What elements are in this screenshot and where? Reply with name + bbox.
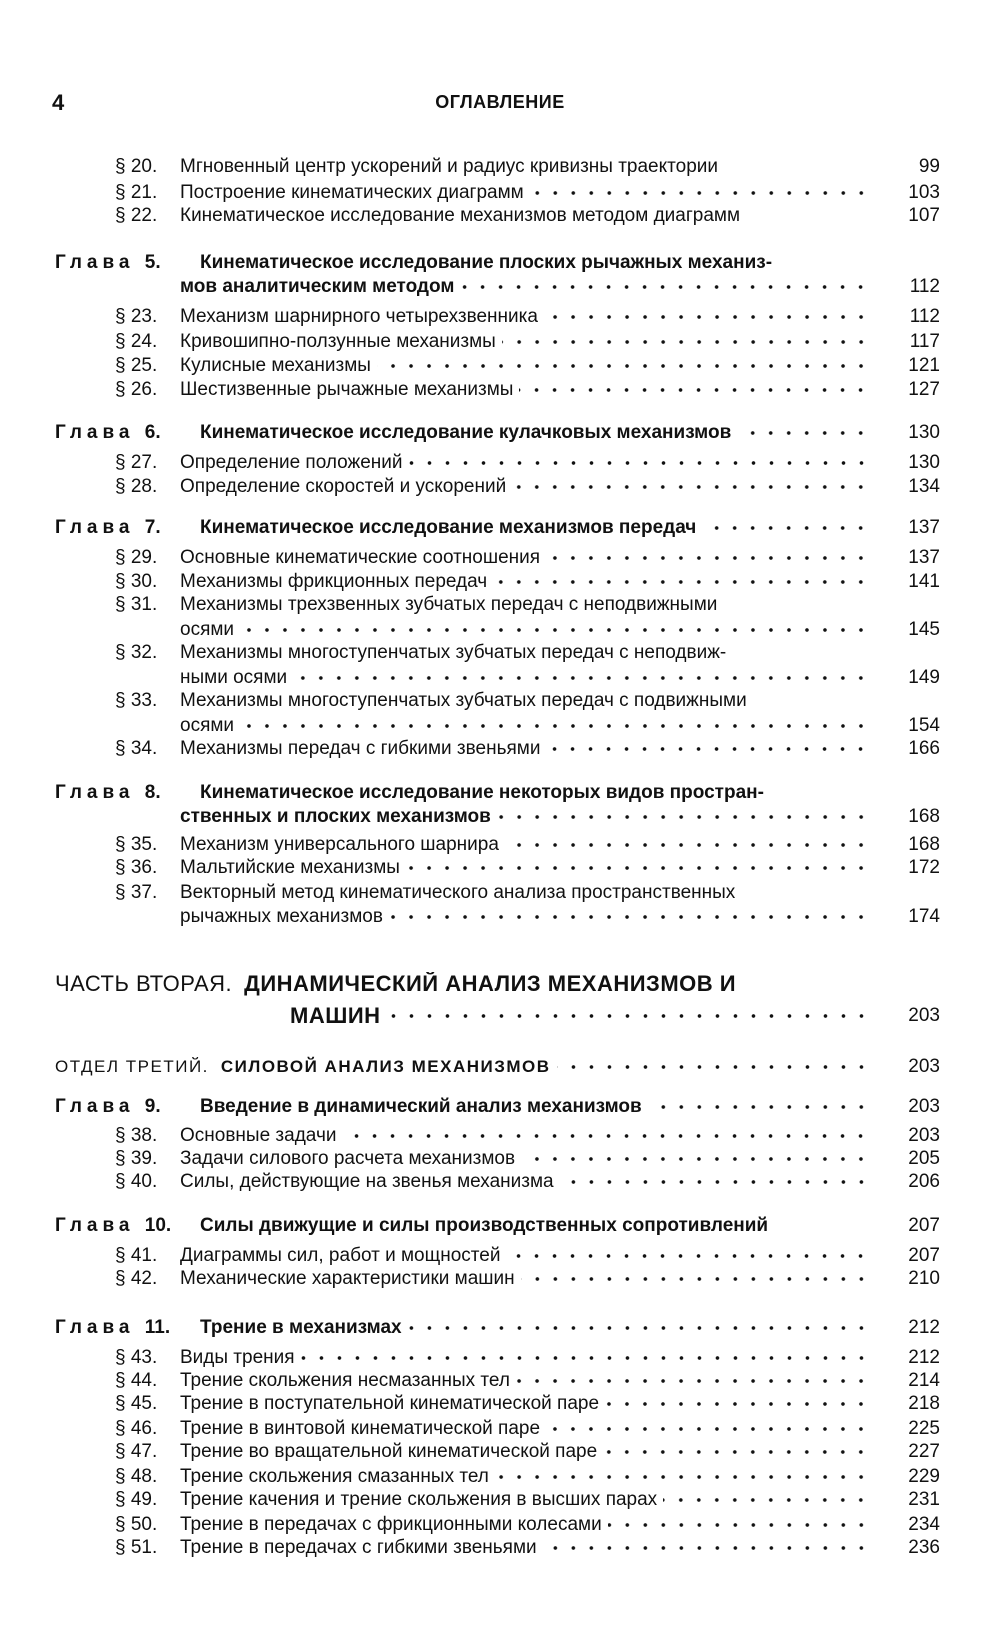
page-ref: 154 [908,715,940,736]
page-ref: 225 [908,1418,940,1439]
dot-leader [519,387,870,393]
dot-leader [516,1378,870,1384]
toc-entry-sec [55,1244,940,1268]
dot-leader [724,164,870,170]
entry-title: Виды трения [180,1347,295,1368]
page-ref: 130 [908,452,940,473]
section-number: § 38. [115,1125,158,1146]
page-ref: 166 [908,738,940,759]
toc-entry-sec [55,689,940,713]
entry-title: Механизмы многоступенчатых зубчатых передач с неподвиж- [180,642,727,663]
page-ref: 212 [908,1347,940,1368]
dot-leader [746,213,870,219]
page-ref: 214 [908,1370,940,1391]
toc-entry-sec [55,737,940,761]
page-ref: 229 [908,1466,940,1487]
page-ref: 207 [908,1215,940,1236]
page-ref: 168 [908,806,940,827]
section-number: § 27. [115,452,158,473]
toc-entry-sec [55,1392,940,1416]
entry-title: Основные кинематические соотношения [180,547,541,568]
entry-label [55,781,200,805]
page-ref: 203 [908,1005,940,1026]
toc-entry-sec [55,570,940,594]
chapter-word: Глава [55,422,135,443]
page-ref: 205 [908,1148,940,1169]
entry-label: ЧАСТЬ ВТОРАЯ. [55,971,233,996]
section-number: § 25. [115,355,158,376]
toc-entry-sec [55,546,940,570]
toc-entry-chap [55,1316,940,1340]
section-number: § 20. [115,156,158,177]
dot-leader [605,1401,870,1407]
toc-entry-sec [55,856,940,880]
dot-leader [737,430,870,436]
section-number: § 45. [115,1393,158,1414]
entry-title: Трение в передачах с гибкими звеньями [180,1537,537,1558]
entry-title: ственных и плоских механизмов [180,806,491,827]
section-number: § 40. [115,1171,158,1192]
entry-title: рычажных механизмов [180,906,383,927]
entry-title: Трение в винтовой кинематической паре [180,1418,541,1439]
toc-entry-sec [55,354,940,378]
entry-title: Определение положений [180,452,403,473]
page-number: 4 [52,90,65,115]
dot-leader [546,555,870,561]
entry-label [55,1095,200,1119]
dot-leader [240,627,870,633]
page-ref: 203 [908,1096,940,1117]
dot-leader [460,284,870,290]
entry-title: Основные задачи [180,1125,337,1146]
toc-entry-continuation [55,905,940,929]
section-number: § 39. [115,1148,158,1169]
dot-leader [546,746,870,752]
dot-leader [342,1133,870,1139]
toc-entry-continuation [55,275,940,299]
dot-leader [406,865,870,871]
toc-entry-sec [55,1440,940,1464]
entry-title: Механизмы фрикционных передач [180,571,488,592]
toc-entry-sec [55,1170,940,1194]
page-ref: 206 [908,1171,940,1192]
toc-entry-otdel [55,1055,940,1079]
dot-leader [648,1104,870,1110]
toc-entry-sec [55,451,940,475]
entry-title: Диаграммы сил, работ и мощностей [180,1245,501,1266]
section-number: § 46. [115,1418,158,1439]
entry-label [55,1316,200,1340]
chapter-number: 11. [144,1317,171,1338]
toc-entry-continuation [55,805,940,829]
entry-title: Кулисные механизмы [180,355,371,376]
dot-leader [293,675,870,681]
section-number: § 35. [115,834,158,855]
page-ref: 218 [908,1393,940,1414]
toc-entry-sec [55,1147,940,1171]
section-number: § 28. [115,476,158,497]
entry-title: Кинематическое исследование механизмов методом диаграмм [180,205,741,226]
entry-title: Кинематическое исследование механизмов передач [200,517,697,538]
toc-entry-chap [55,251,940,275]
entry-title: Механизм универсального шарнира [180,834,499,855]
dot-leader [521,1276,870,1282]
section-number: § 48. [115,1466,158,1487]
dot-leader [543,1545,870,1551]
entry-title: Кривошипно-ползунные механизмы [180,331,496,352]
toc-entry-sec [55,881,940,905]
dot-leader [774,1223,870,1229]
toc-entry-sec [55,1369,940,1393]
page-ref: 212 [908,1317,940,1338]
section-number: § 50. [115,1514,158,1535]
entry-title: ДИНАМИЧЕСКИЙ АНАЛИЗ МЕХАНИЗМОВ И [244,972,737,996]
chapter-word: Глава [55,1096,135,1117]
toc-entry-sec [55,1267,940,1291]
toc-entry-sec [55,641,940,665]
section-number: § 49. [115,1489,158,1510]
dot-leader [608,1522,870,1528]
toc-entry-chap [55,1095,940,1119]
dot-leader [506,1253,870,1259]
entry-title: Трение скольжения смазанных тел [180,1466,489,1487]
section-number: § 42. [115,1268,158,1289]
toc-entry-sec [55,305,940,329]
dot-leader [408,1325,870,1331]
page-ref: 103 [908,182,940,203]
page-ref: 137 [908,517,940,538]
toc-entry-sec [55,475,940,499]
section-number: § 29. [115,547,158,568]
entry-title: Определение скоростей и ускорений [180,476,507,497]
section-number: § 36. [115,857,158,878]
dot-leader [512,484,870,490]
toc-entry-sec [55,593,940,617]
toc-entry-continuation [55,666,940,690]
chapter-word: Глава [55,252,135,273]
page-ref: 107 [908,205,940,226]
entry-title: Механические характеристики машин [180,1268,515,1289]
dot-leader [387,1013,870,1019]
toc-entry-continuation [55,1004,940,1028]
section-number: § 33. [115,690,158,711]
chapter-number: 8. [144,782,161,803]
entry-title: Механизмы многоступенчатых зубчатых передач с подвижными [180,690,747,711]
entry-title: Кинематическое исследование кулачковых механизмов [200,422,732,443]
entry-title: Силы, действующие на звенья механизма [180,1171,554,1192]
page-ref: 227 [908,1441,940,1462]
dot-leader [544,314,870,320]
dot-leader [505,842,870,848]
page-ref: 234 [908,1514,940,1535]
entry-title: Механизмы передач с гибкими звеньями [180,738,541,759]
toc-entry-sec [55,1488,940,1512]
toc-entry-continuation [55,714,940,738]
chapter-word: Глава [55,782,135,803]
section-number: § 31. [115,594,158,615]
section-number: § 51. [115,1537,158,1558]
toc-entry-part [55,972,940,996]
toc-entry-sec [55,181,940,205]
toc-entry-chap [55,1214,940,1238]
chapter-word: Глава [55,517,135,538]
dot-leader [546,1426,870,1432]
page-ref: 121 [908,355,940,376]
toc-entry-sec [55,155,940,179]
entry-title: МАШИН [290,1004,381,1028]
page-ref: 141 [908,571,940,592]
chapter-number: 7. [144,517,161,538]
dot-leader [377,363,870,369]
dot-leader [240,723,870,729]
toc-entry-sec [55,1536,940,1560]
toc-entry-sec [55,833,940,857]
entry-title: СИЛОВОЙ АНАЛИЗ МЕХАНИЗМОВ [220,1057,551,1076]
section-number: § 41. [115,1245,158,1266]
entry-title: Механизмы трехзвенных зубчатых передач с неподвижными [180,594,718,615]
entry-title: осями [180,619,235,640]
entry-title: осями [180,715,235,736]
entry-title: Силы движущие и силы производственных сопротивлений [200,1215,769,1236]
entry-title: ными осями [180,667,288,688]
page-ref: 145 [908,619,940,640]
section-number: § 26. [115,379,158,400]
dot-leader [502,339,870,345]
dot-leader [530,190,870,196]
entry-title: Задачи силового расчета механизмов [180,1148,516,1169]
page-ref: 168 [908,834,940,855]
dot-leader [560,1179,870,1185]
entry-label [55,421,200,445]
section-number: § 34. [115,738,158,759]
toc-entry-sec [55,204,940,228]
page-ref: 127 [908,379,940,400]
page-ref: 134 [908,476,940,497]
toc-entry-sec [55,330,940,354]
entry-title: Трение скольжения несмазанных тел [180,1370,510,1391]
page-title: ОГЛАВЛЕНИЕ [435,92,565,112]
toc-entry-sec [55,1465,940,1489]
toc-entry-sec [55,1513,940,1537]
page-ref: 112 [909,276,940,297]
section-number: § 47. [115,1441,158,1462]
section-number: § 23. [115,306,158,327]
entry-label [55,1214,200,1238]
section-number: § 30. [115,571,158,592]
page-ref: 203 [908,1056,940,1077]
entry-label [55,516,200,540]
entry-title: Построение кинематических диаграмм [180,182,524,203]
entry-title: Мгновенный центр ускорений и радиус кривизны траектории [180,156,718,177]
entry-title: Шестизвенные рычажные механизмы [180,379,514,400]
chapter-number: 10. [144,1215,172,1236]
section-number: § 37. [115,882,158,903]
page-ref: 203 [908,1125,940,1146]
dot-leader [557,1064,870,1070]
section-number: § 43. [115,1347,158,1368]
page-ref: 130 [908,422,940,443]
entry-title: мов аналитическим методом [180,276,455,297]
chapter-word: Глава [55,1215,135,1236]
entry-title: Трение качения и трение скольжения в высших парах [180,1489,658,1510]
chapter-number: 6. [144,422,161,443]
page-ref: 174 [908,906,940,927]
page-ref: 210 [908,1268,940,1289]
toc-entry-continuation [55,618,940,642]
chapter-number: 9. [144,1096,161,1117]
section-number: § 44. [115,1370,158,1391]
page-ref: 117 [909,331,940,352]
entry-title: Кинематическое исследование некоторых видов простран- [200,782,764,803]
entry-title: Трение в поступательной кинематической паре [180,1393,600,1414]
section-number: § 24. [115,331,158,352]
dot-leader [409,460,871,466]
entry-title: Мальтийские механизмы [180,857,400,878]
page-ref: 99 [918,156,940,177]
dot-leader [663,1497,870,1503]
entry-title: Векторный метод кинематического анализа пространственных [180,882,736,903]
toc-entry-sec [55,1346,940,1370]
entry-title: Трение в передачах с фрикционными колесами [180,1514,602,1535]
page-ref: 137 [908,547,940,568]
page-ref: 149 [908,667,940,688]
section-number: § 21. [115,182,158,203]
toc-entry-chap [55,421,940,445]
toc-entry-sec [55,378,940,402]
entry-title: Трение во вращательной кинематической паре [180,1441,598,1462]
dot-leader [521,1156,870,1162]
entry-title: Механизм шарнирного четырехзвенника [180,306,538,327]
dot-leader [301,1355,870,1361]
entry-title: Трение в механизмах [200,1317,402,1338]
entry-title: Кинематическое исследование плоских рычажных механиз- [200,252,773,273]
page-ref: 236 [908,1537,940,1558]
page-ref: 231 [908,1489,940,1510]
page-ref: 172 [908,857,940,878]
entry-title: Введение в динамический анализ механизмов [200,1096,642,1117]
dot-leader [603,1449,870,1455]
dot-leader [497,814,870,820]
toc-entry-sec [55,1124,940,1148]
toc-entry-chap [55,781,940,805]
chapter-word: Глава [55,1317,135,1338]
page-ref: 207 [908,1245,940,1266]
entry-label: ОТДЕЛ ТРЕТИЙ. [55,1057,209,1076]
chapter-number: 5. [144,252,161,273]
dot-leader [702,525,870,531]
section-number: § 32. [115,642,158,663]
page-ref: 112 [909,306,940,327]
dot-leader [495,1474,870,1480]
section-number: § 22. [115,205,158,226]
dot-leader [389,914,870,920]
entry-label [55,251,200,275]
toc-entry-sec [55,1417,940,1441]
toc-entry-chap [55,516,940,540]
dot-leader [493,579,870,585]
